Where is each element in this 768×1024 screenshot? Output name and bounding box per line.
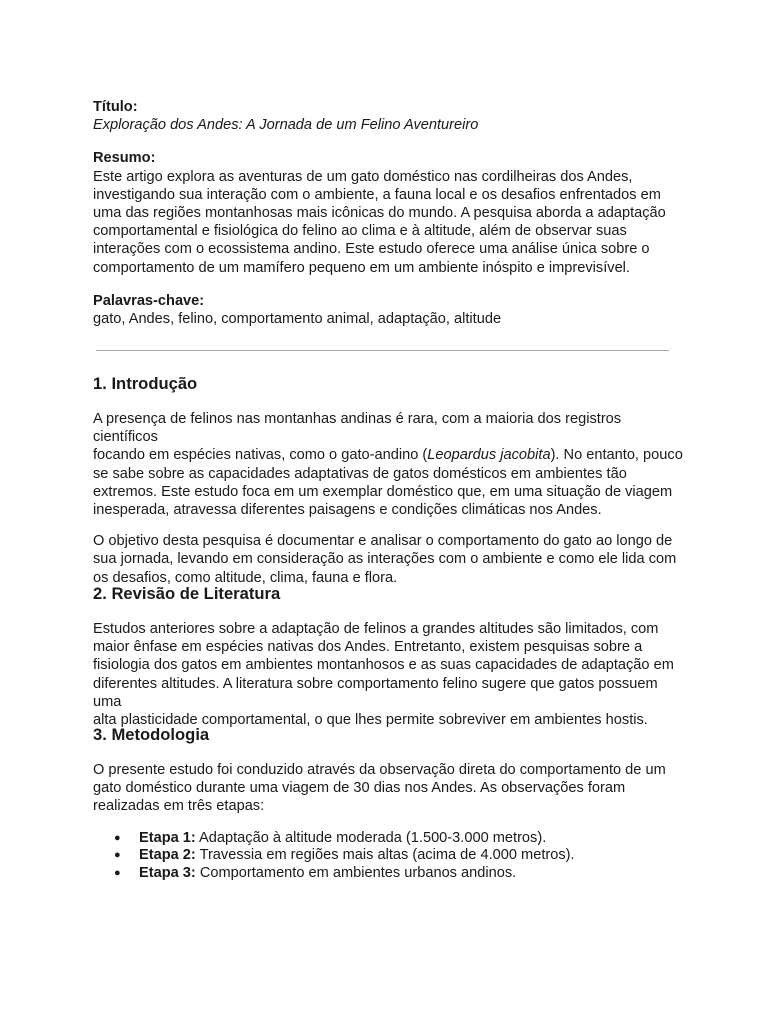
paragraph-line: O presente estudo foi conduzido através da observação direta do comportamento de um xyxy=(93,762,666,778)
paragraph-line: fisiologia dos gatos em ambientes montanhosos e as suas capacidades de adaptação em xyxy=(93,657,674,674)
abstract-block xyxy=(93,149,683,276)
paragraph-line: A presença de felinos nas montanhas andinas é rara, com a maioria dos registros científicos xyxy=(93,411,622,446)
front-matter xyxy=(93,98,683,343)
keywords-block xyxy=(93,292,683,328)
horizontal-divider xyxy=(96,350,669,351)
section-methodology xyxy=(93,725,683,882)
title-block xyxy=(93,98,683,134)
paragraph-line: inesperada, atravessa diferentes paisagens e condições climáticas nos Andes. xyxy=(93,502,602,519)
list-item xyxy=(93,865,683,883)
paragraph xyxy=(93,532,683,587)
paragraph-line: maior ênfase em espécies nativas dos Andes. Entretanto, existem pesquisas sobre a xyxy=(93,639,643,656)
step-name: Etapa 1: xyxy=(139,829,196,846)
section-literature-review xyxy=(93,584,683,742)
paragraph-line: realizadas em três etapas: xyxy=(93,798,265,815)
article-title: Exploração dos Andes: A Jornada de um Felino Aventureiro xyxy=(93,117,479,134)
title-label: Título: xyxy=(93,99,138,115)
abstract-line: comportamento de um mamífero pequeno em um ambiente inóspito e imprevisível. xyxy=(93,259,630,276)
paragraph-line: extremos. Este estudo foca em um exemplar doméstico que, em uma situação de viagem xyxy=(93,483,673,500)
paragraph-line: O objetivo desta pesquisa é documentar e analisar o comportamento do gato ao longo de xyxy=(93,533,673,550)
step-text: Comportamento em ambientes urbanos andinos. xyxy=(195,864,517,881)
bullet-icon: ● xyxy=(114,831,121,844)
step-name: Etapa 2: xyxy=(139,847,196,864)
abstract-line: Este artigo explora as aventuras de um gato doméstico nas cordilheiras dos Andes, xyxy=(93,168,633,185)
section-heading: 2. Revisão de Literatura xyxy=(93,584,281,603)
list-item xyxy=(93,830,683,848)
paragraph-line: alta plasticidade comportamental, o que lhes permite sobreviver em ambientes hostis. xyxy=(93,712,648,729)
abstract-line: uma das regiões montanhosas mais icônicas do mundo. A pesquisa aborda a adaptação xyxy=(93,205,666,222)
bullet-icon: ● xyxy=(114,866,121,879)
paragraph xyxy=(93,620,683,729)
paragraph-line: se sabe sobre as capacidades adaptativas de gatos domésticos em ambientes tão xyxy=(93,465,627,482)
list-item xyxy=(93,847,683,865)
keywords-text: gato, Andes, felino, comportamento animal, adaptação, altitude xyxy=(93,311,502,328)
step-name: Etapa 3: xyxy=(139,864,196,881)
paragraph xyxy=(93,761,683,816)
step-text: Adaptação à altitude moderada (1.500-3.000 metros). xyxy=(195,829,547,846)
text-span: ). No entanto, pouco xyxy=(550,447,683,464)
bullet-icon: ● xyxy=(114,849,121,862)
paragraph-line: sua jornada, levando em consideração as interações com o ambiente e como ele lida com xyxy=(93,551,677,568)
abstract-label: Resumo: xyxy=(93,150,156,167)
paragraph xyxy=(93,410,683,519)
text-span: focando em espécies nativas, como o gato-andino ( xyxy=(93,447,428,464)
paragraph-line: gato doméstico durante uma viagem de 30 dias nos Andes. As observações foram xyxy=(93,780,626,797)
species-name: Leopardus jacobita xyxy=(427,447,551,464)
steps-list xyxy=(93,830,683,883)
section-introduction xyxy=(93,374,683,600)
step-text: Travessia em regiões mais altas (acima de 4.000 metros). xyxy=(195,847,575,864)
paragraph-line: Estudos anteriores sobre a adaptação de felinos a grandes altitudes são limitados, com xyxy=(93,621,659,637)
abstract-line: comportamental e fisiológica do felino ao clima e à altitude, além de observar suas xyxy=(93,223,627,240)
paragraph-line xyxy=(93,446,683,464)
abstract-line: interações com o ecossistema andino. Este estudo oferece uma análise única sobre o xyxy=(93,241,650,258)
paragraph-line: diferentes altitudes. A literatura sobre comportamento felino sugere que gatos possuem uma xyxy=(93,675,658,710)
abstract-line: investigando sua interação com o ambiente, a fauna local e os desafios enfrentados em xyxy=(93,186,661,203)
paragraph-line: os desafios, como altitude, clima, fauna e flora. xyxy=(93,569,398,586)
section-heading: 3. Metodologia xyxy=(93,725,210,744)
keywords-label: Palavras-chave: xyxy=(93,292,205,309)
section-heading: 1. Introdução xyxy=(93,374,198,393)
